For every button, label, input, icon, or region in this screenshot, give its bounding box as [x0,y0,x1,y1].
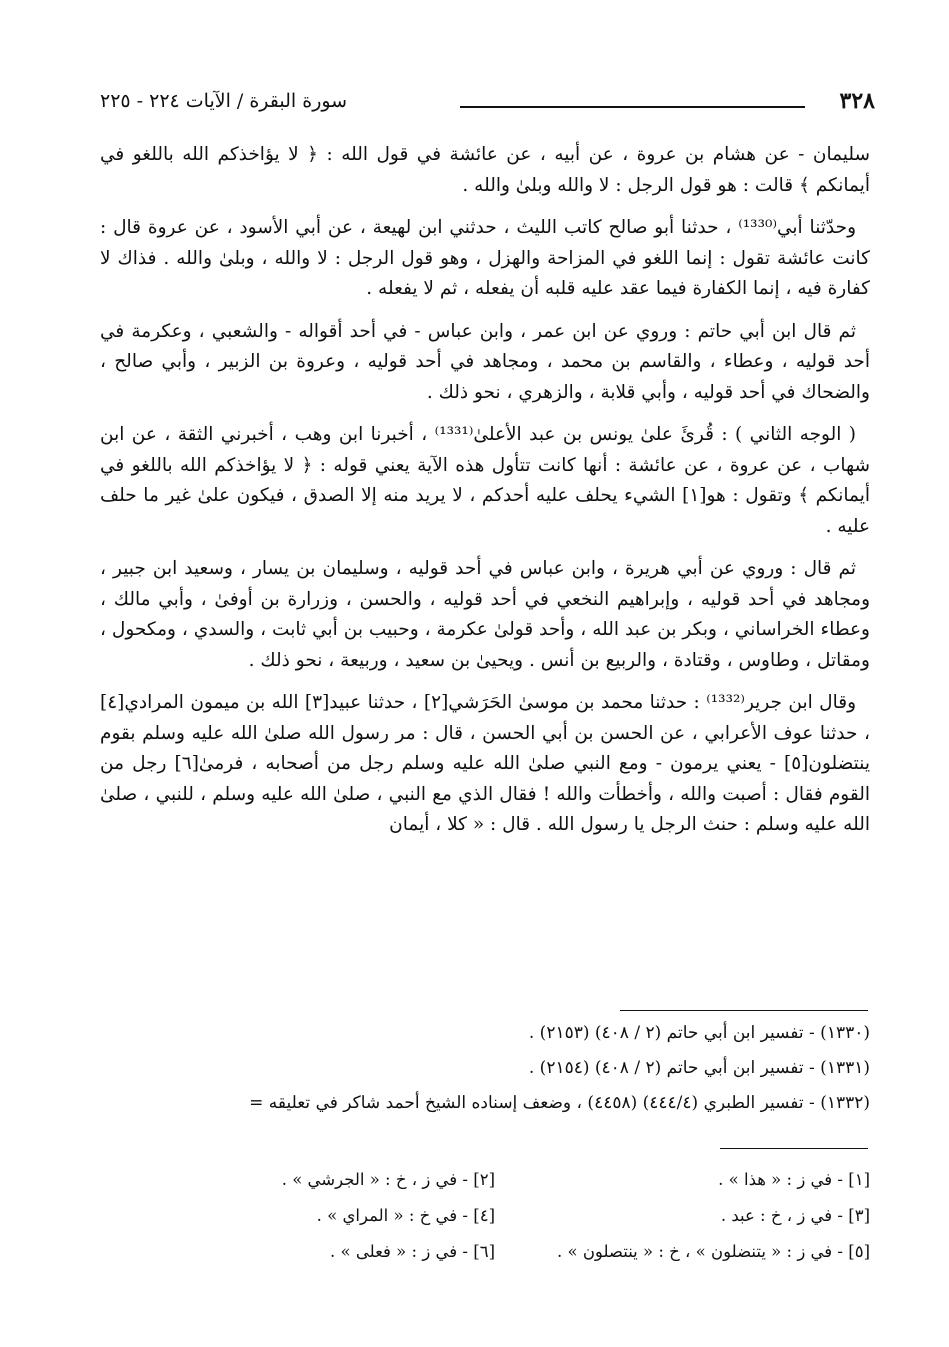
variants-separator [720,1148,868,1149]
header-rule [460,106,805,108]
variant-note: [٣] - في ز ، خ : عبد . [720,1206,870,1225]
running-title: سورة البقرة / الآيات ٢٢٤ - ٢٢٥ [100,90,348,112]
variant-note: [١] - في ز : « هذا » . [718,1170,870,1189]
footnote: (١٣٣١) - تفسير ابن أبي حاتم (٢ / ٤٠٨) (٢١٥٤) . [528,1058,870,1078]
paragraph: وحدّثنا أبي⁽¹³³⁰⁾ ، حدثنا أبو صالح كاتب الليث ، حدثني ابن لهيعة ، عن أبي الأسود ، عن عروة قال : كانت عائشة تقول : إنما اللغو في المزاحة والهزل ، وهو قول الرجل : لا والله ، وبلىٰ والله . فذاك لا كفارة فيه ، إنما الكفارة فيما عقد عليه قلبه أن يفعله ، ثم لا يفعله . [100,217,870,299]
paragraph: ( الوجه الثاني ) : قُرئَ علىٰ يونس بن عبد الأعلىٰ⁽¹³³¹⁾ ، أخبرنا ابن وهب ، أخبرني الثقة ، عن ابن شهاب ، عن عروة ، عن عائشة : أنها كانت تتأول هذه الآية يعني قوله : ﴿ لا يؤاخذكم الله باللغو في أيمانكم ﴾ وتقول : هو[١] الشيء يحلف عليه أحدكم ، لا يريد منه إلا الصدق ، فيكون علىٰ غير ما حلف عليه . [100,424,870,537]
footnote-separator [620,1010,868,1011]
variant-note: [٤] - في خ : « المراي » . [316,1206,495,1225]
paragraph: سليمان - عن هشام بن عروة ، عن أبيه ، عن عائشة في قول الله : ﴿ لا يؤاخذكم الله باللغو في أيمانكم ﴾ قالت : هو قول الرجل : لا والله وبلىٰ والله . [100,144,870,196]
manuscript-variants [150,1162,870,1270]
main-text [100,140,870,853]
footnote: (١٣٣٢) - تفسير الطبري (٤٤٤/٤) (٤٤٥٨) ، وضعف إسناده الشيخ أحمد شاكر في تعليقه = [249,1093,870,1113]
footnotes [100,1016,870,1121]
paragraph: ثم قال : وروي عن أبي هريرة ، وابن عباس في أحد قوليه ، وسليمان بن يسار ، وسعيد ابن جبير ، ومجاهد في أحد قوليه ، وإبراهيم النخعي في أحد قوليه ، والحسن ، وزرارة بن أوفىٰ ، وأبي مالك ، وعطاء الخراساني ، وبكر بن عبد الله ، وأحد قولىٰ عكرمة ، وحبيب بن أبي ثابت ، والسدي ، ومكحول ، ومقاتل ، وطاوس ، وقتادة ، والربيع بن أنس . ويحيىٰ بن سعيد ، وربيعة ، نحو ذلك . [100,558,870,671]
variant-note: [٥] - في ز : « يتنضلون » ، خ : « ينتصلون » . [556,1242,870,1261]
variant-note: [٦] - في ز : « فعلى » . [330,1242,495,1261]
page-header [100,88,875,124]
footnote: (١٣٣٠) - تفسير ابن أبي حاتم (٢ / ٤٠٨) (٢١٥٣) . [528,1023,870,1043]
paragraph: وقال ابن جرير⁽¹³³²⁾ : حدثنا محمد بن موسىٰ الحَرَشي[٢] ، حدثنا عبيد[٣] الله بن ميمون المرادي[٤] ، حدثنا عوف الأعرابي ، عن الحسن بن أبي الحسن ، قال : مر رسول الله صلىٰ الله عليه وسلم بقوم ينتضلون[٥] - يعني يرمون - ومع النبي صلىٰ الله عليه وسلم رجل من أصحابه ، فرمىٰ[٦] رجل من القوم فقال : أصبت والله ، وأخطأت والله ! فقال الذي مع النبي ، صلىٰ الله عليه وسلم ، للنبي ، صلىٰ الله عليه وسلم : حنث الرجل يا رسول الله . قال : « كلا ، أيمان [100,692,870,835]
page-number: ٣٢٨ [839,88,875,114]
variant-note: [٢] - في ز ، خ : « الجرشي » . [281,1170,495,1189]
paragraph: ثم قال ابن أبي حاتم : وروي عن ابن عمر ، وابن عباس - في أحد أقواله - والشعبي ، وعكرمة في أحد قوليه ، وعطاء ، والقاسم بن محمد ، ومجاهد في أحد قوليه ، وعروة بن الزبير ، وأبي صالح ، والضحاك في أحد قوليه ، وأبي قلابة ، والزهري ، نحو ذلك . [100,320,870,403]
